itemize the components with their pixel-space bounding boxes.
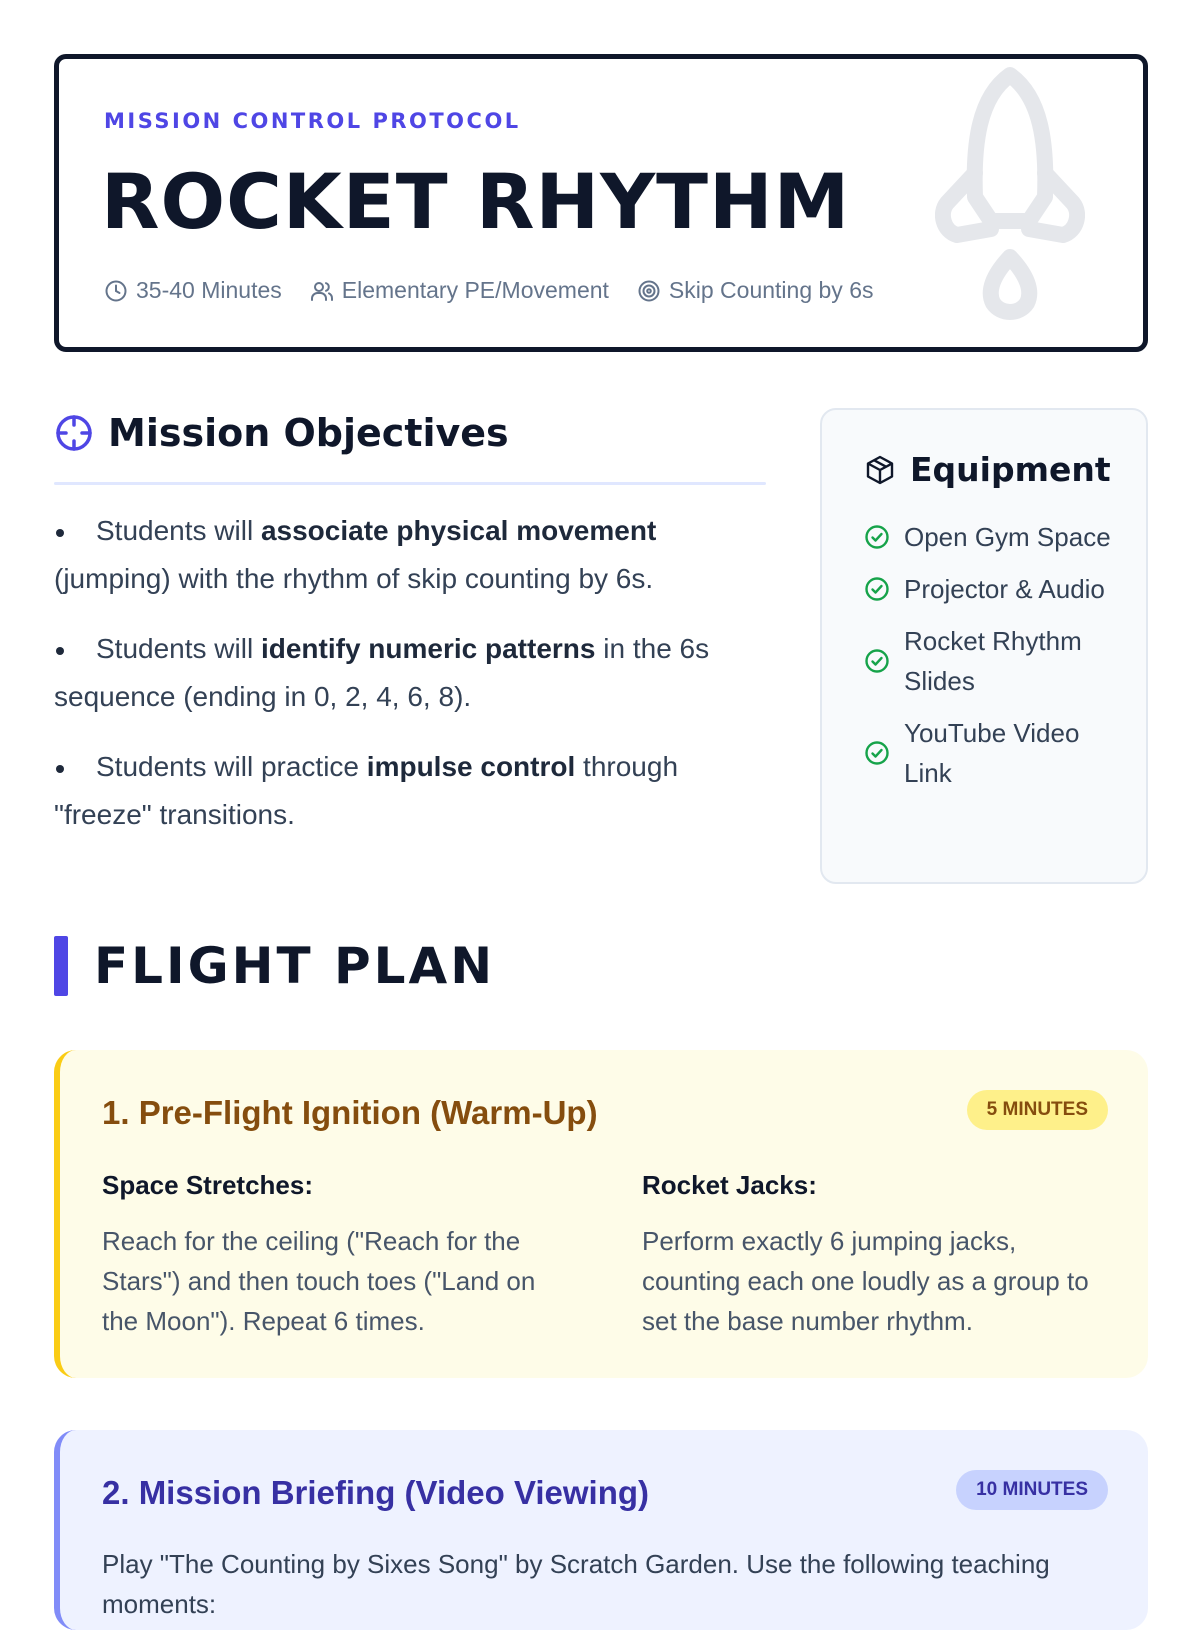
meta-focus <box>637 277 874 304</box>
duration-badge: 5 MINUTES <box>967 1090 1108 1130</box>
list-item <box>54 507 766 603</box>
meta-row <box>104 277 874 304</box>
list-item <box>54 625 766 721</box>
package-icon <box>864 454 896 486</box>
phase-columns <box>102 1170 1112 1341</box>
check-circle-icon <box>864 740 890 766</box>
equipment-item-label: Open Gym Space <box>904 522 1111 552</box>
check-circle-icon <box>864 648 890 674</box>
target-icon <box>637 279 661 303</box>
objective-text: (jumping) with the rhythm of skip counting by 6s. <box>54 563 654 594</box>
objectives-divider <box>54 482 766 485</box>
equipment-item-label: Rocket Rhythm Slides <box>904 626 1082 696</box>
objective-text: in the 6s sequence (ending in 0, 2, 4, 6, 8). <box>54 633 710 712</box>
flight-plan-accent-bar <box>54 936 68 996</box>
meta-focus-text: Skip Counting by 6s <box>668 277 874 303</box>
equipment-item-label: YouTube Video Link <box>904 718 1080 788</box>
meta-audience-text: Elementary PE/Movement <box>341 277 609 303</box>
phase-card-warmup <box>54 1050 1148 1378</box>
crosshair-icon <box>54 413 94 453</box>
phase-title: 2. Mission Briefing (Video Viewing) <box>102 1474 650 1511</box>
column-heading: Space Stretches: <box>102 1170 313 1200</box>
phase-column <box>102 1170 572 1341</box>
objectives-section <box>54 408 766 861</box>
phase-card-briefing <box>54 1430 1148 1630</box>
objective-emphasis: impulse control <box>366 751 576 782</box>
duration-badge: 10 MINUTES <box>956 1470 1108 1510</box>
users-icon <box>310 279 334 303</box>
clock-icon <box>104 279 128 303</box>
column-heading: Rocket Jacks: <box>642 1170 817 1200</box>
equipment-heading <box>864 450 1146 489</box>
objective-emphasis: identify numeric patterns <box>260 633 596 664</box>
objective-text: through "freeze" transitions. <box>54 751 679 830</box>
objectives-heading <box>54 408 766 458</box>
list-item <box>54 743 766 839</box>
meta-duration-text: 35-40 Minutes <box>136 277 282 303</box>
equipment-item-label: Projector & Audio <box>904 574 1105 604</box>
phase-title: 1. Pre-Flight Ignition (Warm-Up) <box>102 1094 598 1131</box>
equipment-title: Equipment <box>910 450 1111 489</box>
list-item <box>864 713 1114 793</box>
column-text: Reach for the ceiling ("Reach for the Stars") and then touch toes ("Land on the Moon"). Repeat 6 times. <box>102 1226 536 1336</box>
objectives-list <box>54 507 766 839</box>
flight-plan-heading <box>54 936 495 996</box>
objective-emphasis: associate physical movement <box>260 515 657 546</box>
objective-text: Students will practice <box>96 751 367 782</box>
list-item <box>864 621 1114 701</box>
objective-text: Students will <box>96 633 261 664</box>
phase-column <box>642 1170 1112 1341</box>
header-card <box>54 54 1148 352</box>
list-item <box>864 569 1114 609</box>
equipment-card <box>820 408 1148 884</box>
objective-text: Students will <box>96 515 261 546</box>
meta-audience <box>310 277 609 304</box>
column-text: Perform exactly 6 jumping jacks, counting each one loudly as a group to set the base number rhythm. <box>642 1226 1089 1336</box>
equipment-list <box>864 517 1114 793</box>
objectives-title: Mission Objectives <box>108 411 509 455</box>
meta-duration <box>104 277 282 304</box>
check-circle-icon <box>864 524 890 550</box>
rocket-icon <box>935 63 1085 325</box>
phase-description: Play "The Counting by Sixes Song" by Scratch Garden. Use the following teaching moments: <box>102 1549 1050 1619</box>
check-circle-icon <box>864 576 890 602</box>
page-title: ROCKET RHYTHM <box>101 157 851 246</box>
flight-plan-title: FLIGHT PLAN <box>94 937 496 995</box>
list-item <box>864 517 1114 557</box>
eyebrow-label: MISSION CONTROL PROTOCOL <box>104 109 521 133</box>
